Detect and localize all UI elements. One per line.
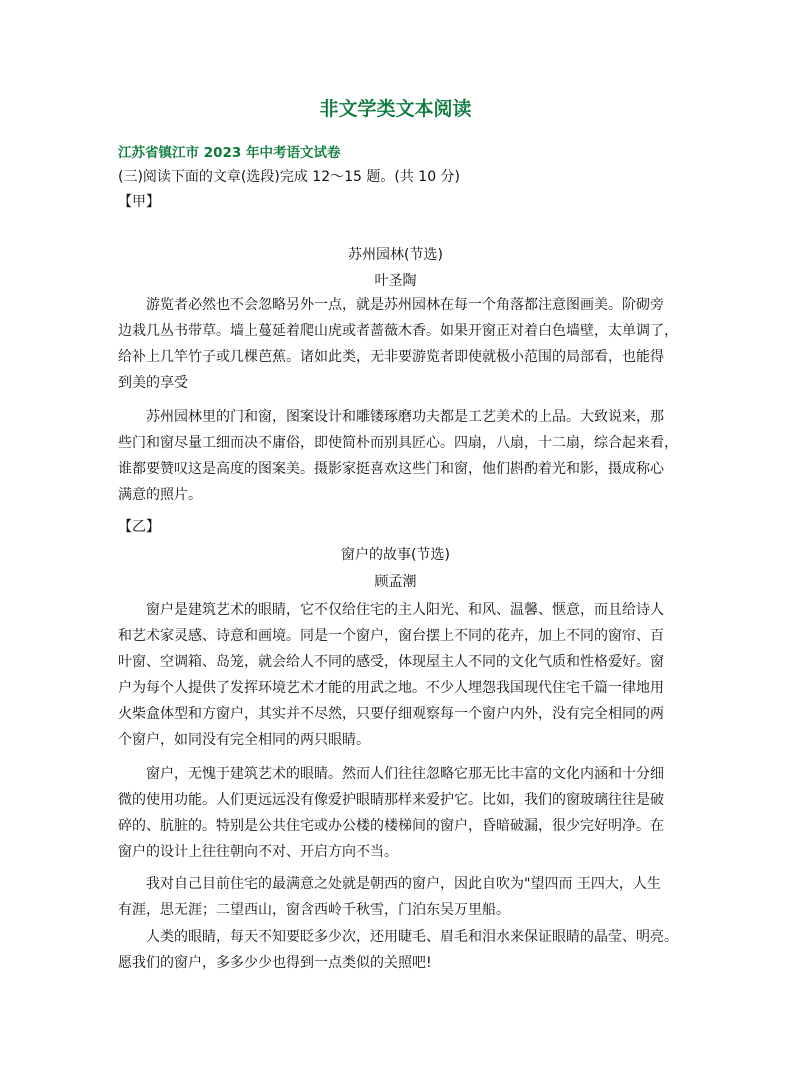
text-line: 窗户是建筑艺术的眼睛，它不仅给住宅的主人阳光、和风、温馨、惬意，而且给诗人 [146,602,664,618]
text-line: 和艺术家灵感、诗意和画境。同是一个窗户，窗台摆上不同的花卉，加上不同的窗帘、百 [118,628,664,644]
section-a-paragraph-1 [118,292,678,396]
section-b-heading: 窗户的故事(节选) [341,547,450,563]
section-b-paragraph-1 [118,597,674,753]
exam-source: 江苏省镇江市 2023 年中考语文试卷 [118,145,341,161]
text-line: 碎的、肮脏的。特别是公共住宅或办公楼的楼梯间的窗户，昏暗破漏，很少完好明净。在 [118,818,664,834]
text-line: 谁都要赞叹这是高度的图案美。摄影家挺喜欢这些门和窗，他们斟酌着光和影，摄成称心 [118,461,664,477]
text-line: 火柴盒体型和方窗户，其实并不尽然，只要仔细观察每一个窗户内外，没有完全相同的两 [118,706,664,722]
section-b-paragraph-3 [118,871,674,923]
text-line: 我对自己目前住宅的最满意之处就是朝西的窗户，因此自吹为"望四而 王四大，人生 [146,876,661,892]
question-instruction: (三)阅读下面的文章(选段)完成 12～15 题。(共 10 分) [118,169,461,185]
section-a-marker: 【甲】 [118,194,160,210]
section-b-paragraph-4 [118,924,678,976]
text-line: 人类的眼睛，每天不知要眨多少次，还用睫毛、眉毛和泪水来保证眼睛的晶莹、明亮。 [146,929,678,945]
text-line: 到美的享受 [118,375,188,391]
section-a-author: 叶圣陶 [374,273,417,289]
section-b-marker: 【乙】 [118,519,160,535]
text-line: 苏州园林里的门和窗，图案设计和雕镂琢磨功夫都是工艺美术的上品。大致说来，那 [146,409,664,425]
section-b-paragraph-2 [118,761,674,865]
text-line: 游览者必然也不会忽略另外一点，就是苏州园林在每一个角落都注意图画美。阶砌旁 [146,297,664,313]
text-line: 窗户的设计上往往朝向不对、开启方向不当。 [118,844,398,860]
section-a-heading: 苏州园林(节选) [348,247,443,263]
text-line: 有涯，思无涯；二望西山，窗含西岭千秋雪，门泊东吴万里船。 [118,902,510,918]
section-a-paragraph-2 [118,404,678,508]
text-line: 愿我们的窗户，多多少少也得到一点类似的关照吧! [118,955,432,971]
text-line: 些门和窗尽量工细而决不庸俗，即使简朴而别具匠心。四扇，八扇，十二扇，综合起来看， [118,435,678,451]
section-b-author: 顾孟潮 [374,574,417,590]
text-line: 满意的照片。 [118,487,202,503]
text-line: 给补上几竿竹子或几棵芭蕉。诸如此类，无非要游览者即使就极小范围的局部看，也能得 [118,349,664,365]
text-line: 个窗户，如同没有完全相同的两只眼睛。 [118,732,370,748]
text-line: 边栽几丛书带草。墙上蔓延着爬山虎或者蔷薇木香。如果开窗正对着白色墙壁，太单调了， [118,323,678,339]
text-line: 叶窗、空调箱、岛笼，就会给人不同的感受，体现屋主人不同的文化气质和性格爱好。窗 [118,654,664,670]
text-line: 窗户，无愧于建筑艺术的眼睛。然而人们往往忽略它那无比丰富的文化内涵和十分细 [146,766,664,782]
text-line: 微的使用功能。人们更远远没有像爱护眼睛那样来爱护它。比如，我们的窗玻璃往往是破 [118,792,664,808]
text-line: 户为每个人提供了发挥环境艺术才能的用武之地。不少人埋怨我国现代住宅千篇一律地用 [118,680,664,696]
page-title: 非文学类文本阅读 [319,98,472,120]
